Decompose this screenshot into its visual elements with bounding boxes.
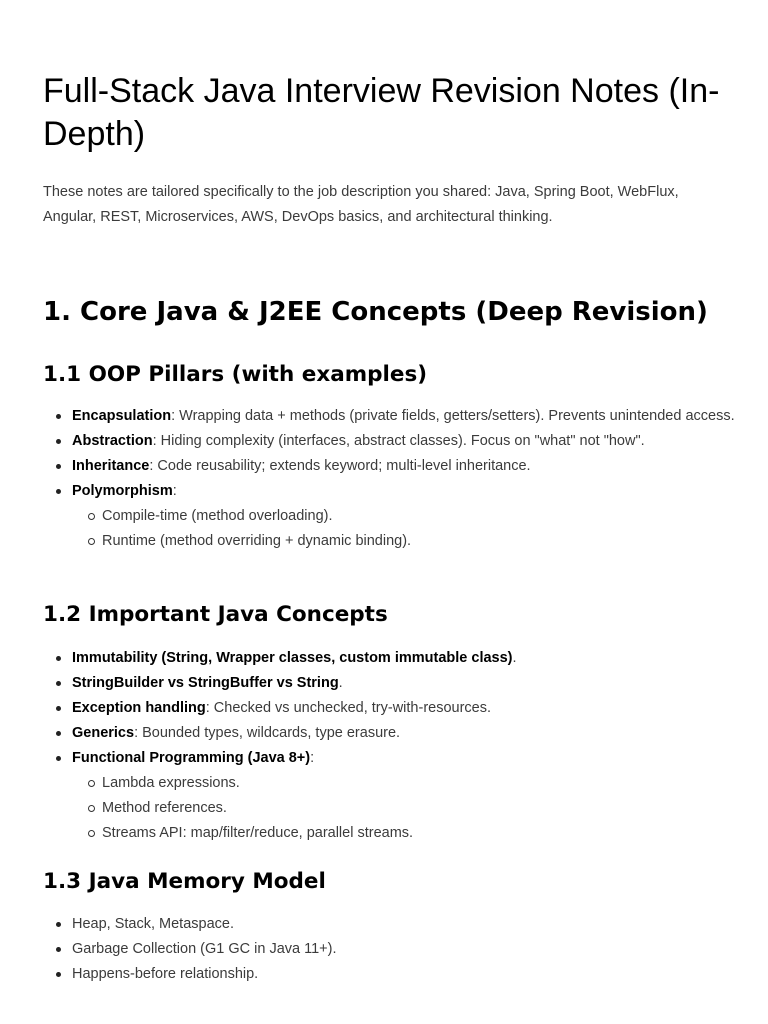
list-item [72, 404, 737, 429]
desc-encapsulation: : Wrapping data + methods (private fields, getters/setters). Prevents unintended access. [171, 408, 735, 424]
term-generics: Generics [72, 725, 135, 741]
term-encapsulation: Encapsulation [72, 408, 172, 424]
desc-stringbuilder: . [338, 675, 343, 691]
oop-list [43, 404, 737, 554]
subsection-heading-oop: 1.1 OOP Pillars (with examples) [43, 362, 428, 387]
functional-programming-sublist [72, 771, 737, 846]
desc-generics: : Bounded types, wildcards, type erasure. [134, 725, 401, 741]
sublist-item: Runtime (method overriding + dynamic binding). [102, 529, 737, 554]
subsection-heading-java-concepts: 1.2 Important Java Concepts [43, 602, 388, 627]
list-item [72, 646, 737, 671]
memory-model-list [43, 912, 737, 987]
term-abstraction: Abstraction [72, 433, 153, 449]
term-polymorphism: Polymorphism [72, 483, 173, 499]
term-inheritance: Inheritance [72, 458, 150, 474]
sublist-item: Method references. [102, 796, 737, 821]
java-concepts-list [43, 646, 737, 846]
list-item: Garbage Collection (G1 GC in Java 11+). [72, 937, 737, 962]
desc-functional-programming: : [310, 750, 315, 766]
desc-inheritance: : Code reusability; extends keyword; multi-level inheritance. [149, 458, 531, 474]
term-stringbuilder: StringBuilder vs StringBuffer vs String [72, 675, 339, 691]
term-immutability: Immutability (String, Wrapper classes, custom immutable class) [72, 650, 513, 666]
term-exception-handling: Exception handling [72, 700, 206, 716]
list-item [72, 479, 737, 554]
list-item [72, 454, 737, 479]
subsection-heading-memory-model: 1.3 Java Memory Model [43, 869, 326, 894]
intro-paragraph: These notes are tailored specifically to the job description you shared: Java, Spring Boot, WebFlux, Angular, REST, Microservices, AWS, DevOps basics, and architectural thinking. [43, 184, 679, 225]
polymorphism-sublist [72, 504, 737, 554]
desc-polymorphism: : [172, 483, 177, 499]
section-heading-core-java: 1. Core Java & J2EE Concepts (Deep Revision) [43, 297, 708, 327]
sublist-item: Lambda expressions. [102, 771, 737, 796]
page-title: Full-Stack Java Interview Revision Notes (In-Depth) [43, 72, 720, 153]
desc-immutability: . [512, 650, 517, 666]
sublist-item: Streams API: map/filter/reduce, parallel streams. [102, 821, 737, 846]
list-item [72, 671, 737, 696]
list-item [72, 429, 737, 454]
term-functional-programming: Functional Programming (Java 8+) [72, 750, 311, 766]
list-item: Heap, Stack, Metaspace. [72, 912, 737, 937]
list-item [72, 721, 737, 746]
sublist-item: Compile-time (method overloading). [102, 504, 737, 529]
desc-exception-handling: : Checked vs unchecked, try-with-resources. [205, 700, 492, 716]
list-item [72, 746, 737, 846]
desc-abstraction: : Hiding complexity (interfaces, abstract classes). Focus on "what" not "how". [152, 433, 645, 449]
list-item: Happens-before relationship. [72, 962, 737, 987]
list-item [72, 696, 737, 721]
